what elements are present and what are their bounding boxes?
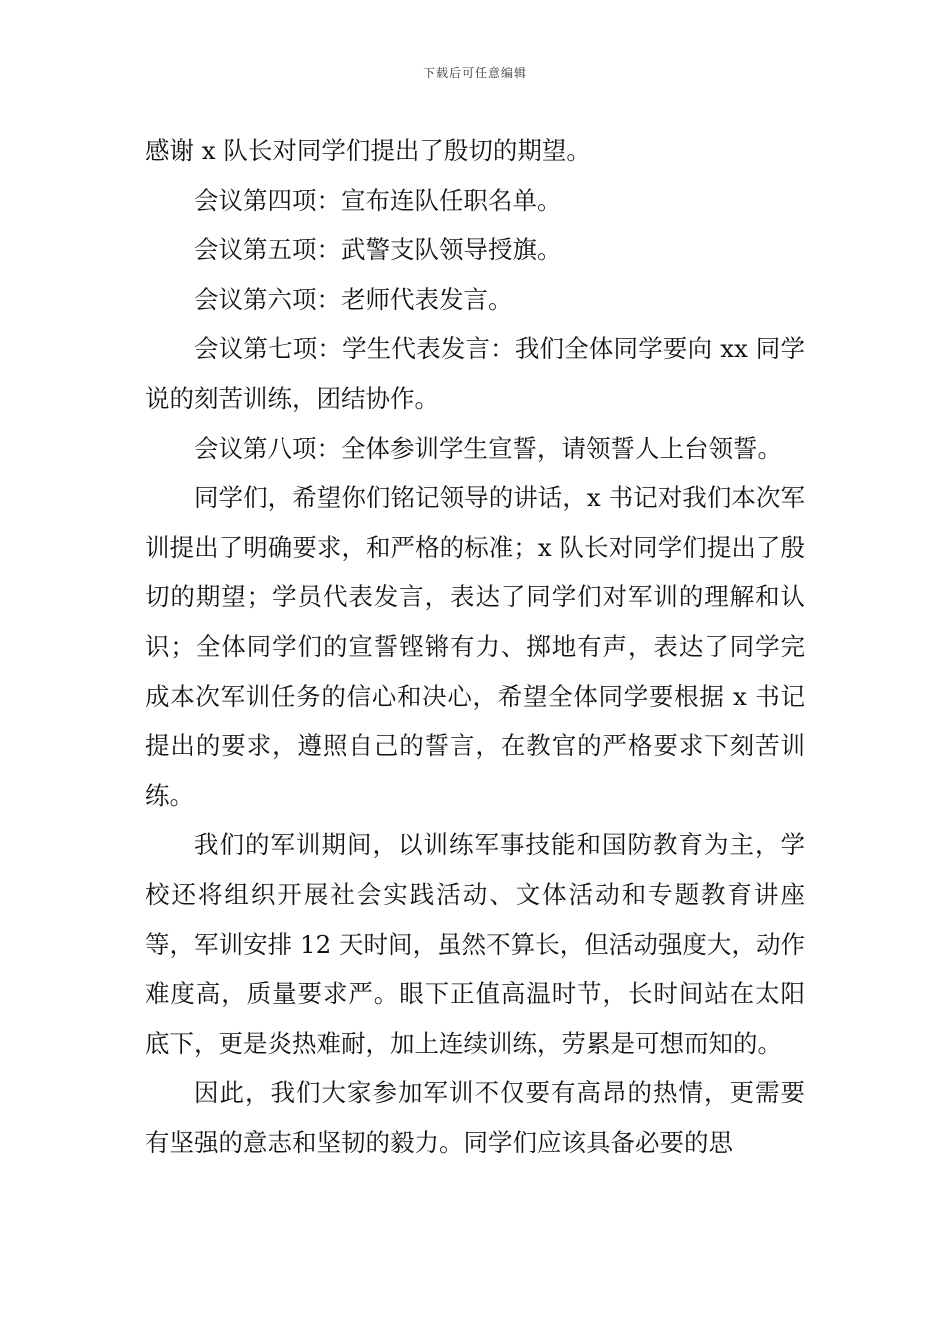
- paragraph-continuation: 感谢 x 队长对同学们提出了殷切的期望。: [145, 136, 591, 165]
- paragraph-speech-summary: 同学们，希望你们铭记领导的讲话，x 书记对我们本次军训提出了明确要求，和严格的标准；x 队长对同学们提出了殷切的期望；学员代表发言，表达了同学们对军训的理解和认识；全体同学们的宣誓铿锵有力、掷地有声，表达了同学完成本次军训任务的信心和决心，希望全体同学要根据 x 书记提出的要求，遵照自己的誓言，在教官的严格要求下刻苦训练。: [145, 483, 805, 810]
- agenda-item-5: 会议第五项：武警支队领导授旗。: [194, 235, 562, 265]
- document-body: [145, 126, 805, 1167]
- agenda-item-8: 会议第八项：全体参训学生宣誓，请领誓人上台领誓。: [194, 433, 782, 463]
- paragraph-training-period: 我们的军训期间，以训练军事技能和国防教育为主，学校还将组织开展社会实践活动、文体活动和专题教育讲座等，军训安排 12 天时间，虽然不算长，但活动强度大，动作难度高，质量要求严。眼下正值高温时节，长时间站在太阳底下，更是炎热难耐，加上连续训练，劳累是可想而知的。: [145, 830, 805, 1058]
- page-header: 下载后可任意编辑: [422, 66, 527, 80]
- agenda-item-7: 会议第七项：学生代表发言：我们全体同学要向 xx 同学说的刻苦训练，团结协作。: [145, 334, 805, 413]
- agenda-item-4: 会议第四项：宣布连队任职名单。: [194, 185, 562, 215]
- agenda-item-6: 会议第六项：老师代表发言。: [194, 284, 513, 314]
- paragraph-therefore: 因此，我们大家参加军训不仅要有高昂的热情，更需要有坚强的意志和坚韧的毅力。同学们应该具备必要的思: [145, 1078, 805, 1157]
